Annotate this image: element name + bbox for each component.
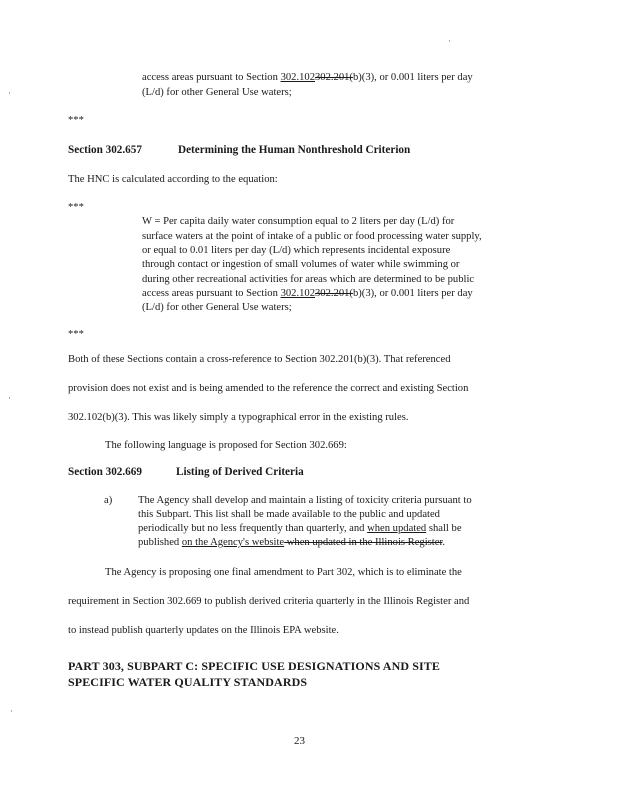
text: published <box>138 537 182 548</box>
item-a-line-2: this Subpart. This list shall be made available to the public and updated <box>138 509 440 520</box>
para3-line-2: requirement in Section 302.669 to publish derived criteria quarterly in the Illinois Register and <box>68 596 470 607</box>
para3-line-3: to instead publish quarterly updates on the Illinois EPA website. <box>68 625 339 636</box>
item-a-line-1: The Agency shall develop and maintain a listing of toxicity criteria pursuant to <box>138 495 472 506</box>
inserted-text: on the Agency's website <box>181 537 285 548</box>
text: access areas pursuant to Section <box>142 288 281 299</box>
separator-stars-3: *** <box>68 329 84 340</box>
scan-mark: · <box>10 706 13 716</box>
para1-line-3: 302.102(b)(3). This was likely simply a typographical error in the existing rules. <box>68 412 409 423</box>
para2: The following language is proposed for Section 302.669: <box>105 440 347 451</box>
para1-line-2: provision does not exist and is being amended to the reference the correct and existing Section <box>68 383 469 394</box>
scan-mark: · <box>8 88 11 98</box>
inserted-text: 302.102 <box>280 288 315 299</box>
w-def-line-5: during other recreational activities for areas which are determined to be public <box>142 274 475 285</box>
top-block-line-1 <box>142 71 473 84</box>
section-657-number: Section 302.657 <box>68 144 142 156</box>
section-669-number: Section 302.669 <box>68 466 142 478</box>
w-def-line-6 <box>142 287 473 300</box>
part-303-heading-line-1: PART 303, SUBPART C: SPECIFIC USE DESIGNATIONS AND SITE <box>68 659 440 673</box>
text: b)(3), or 0.001 liters per day <box>352 72 473 83</box>
section-669-title: Listing of Derived Criteria <box>176 466 304 478</box>
deleted-text: when updated in the Illinois Register <box>284 537 443 548</box>
deleted-text: 302.201( <box>315 288 353 299</box>
inserted-text: 302.102 <box>280 72 315 83</box>
page-number: 23 <box>294 735 305 747</box>
deleted-text: 302.201( <box>315 72 353 83</box>
text: shall be <box>426 523 462 534</box>
w-def-line-7: (L/d) for other General Use waters; <box>142 302 292 313</box>
w-def-line-2: surface waters at the point of intake of a public or food processing water supply, <box>142 231 482 242</box>
section-657-title: Determining the Human Nonthreshold Criterion <box>178 144 411 156</box>
text: . <box>442 537 446 548</box>
text: b)(3), or 0.001 liters per day <box>352 288 473 299</box>
w-def-line-4: through contact or ingestion of small volumes of water while swimming or <box>142 259 460 270</box>
separator-stars-1: *** <box>68 115 84 126</box>
text: periodically but no less frequently than quarterly, and <box>138 523 368 534</box>
para3-line-1: The Agency is proposing one final amendment to Part 302, which is to eliminate the <box>105 567 462 578</box>
text: access areas pursuant to Section <box>142 72 281 83</box>
item-a-line-4 <box>138 536 445 549</box>
para1-line-1: Both of these Sections contain a cross-reference to Section 302.201(b)(3). That referenced <box>68 354 451 365</box>
item-a-label: a) <box>104 495 113 506</box>
separator-stars-2: *** <box>68 202 84 213</box>
part-303-heading-line-2: SPECIFIC WATER QUALITY STANDARDS <box>68 675 308 689</box>
scan-mark: · <box>8 393 11 403</box>
w-def-line-3: or equal to 0.01 liters per day (L/d) which represents incidental exposure <box>142 245 451 256</box>
scan-mark: · <box>448 36 451 46</box>
w-def-line-1: W = Per capita daily water consumption equal to 2 liters per day (L/d) for <box>142 216 455 227</box>
hnc-line: The HNC is calculated according to the equation: <box>68 174 278 185</box>
top-block-line-2: (L/d) for other General Use waters; <box>142 87 292 98</box>
inserted-text: when updated <box>367 523 427 534</box>
item-a-line-3 <box>138 522 462 535</box>
